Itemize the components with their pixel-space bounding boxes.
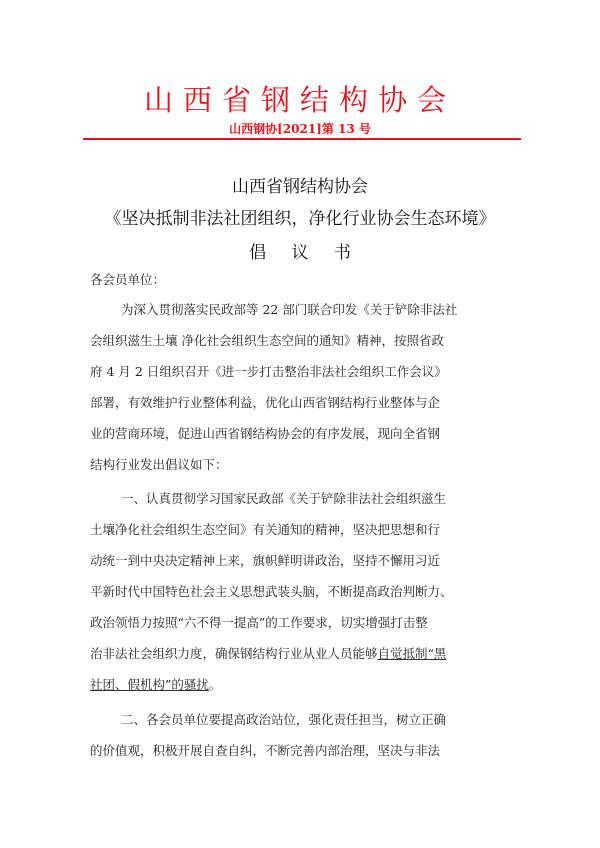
title-line-3: 倡 议 书 xyxy=(249,243,361,263)
underlined-text: 自觉抵制“黑 xyxy=(377,646,447,661)
underlined-text: 社团、假机构”的骚扰 xyxy=(90,677,209,692)
paragraph-line: 府 4 月 2 日组织召开《进一步打击整治非法社会组织工作会议》 xyxy=(90,364,447,379)
org-letterhead-title: 山西省钢结构协会 xyxy=(143,83,456,117)
paragraph-line: 政治领悟力按照“六不得一提高”的工作要求，切实增强打击整 xyxy=(90,615,428,630)
paragraph-line: 为深入贯彻落实民政部等 22 部门联合印发《关于铲除非法社 xyxy=(121,302,458,317)
paragraph-line: 动统一到中央决定精神上来，旗帜鲜明讲政治，坚持不懈用习近 xyxy=(90,553,441,568)
salutation: 各会员单位： xyxy=(90,272,166,287)
paragraph-line: 一、认真贯彻学习国家民政部《关于铲除非法社会组织滋生 xyxy=(121,491,447,506)
letterhead-divider xyxy=(83,138,521,140)
title-line-1: 山西省钢结构协会 xyxy=(232,177,368,197)
title-line-2: 《坚决抵制非法社团组织，净化行业协会生态环境》 xyxy=(104,209,496,229)
paragraph-line xyxy=(90,644,446,662)
paragraph-line: 土壤净化社会组织生态空间》有关通知的精神，坚决把思想和行 xyxy=(90,522,441,537)
paragraph-line: 会组织滋生土壤 净化社会组织生态空间的通知》精神，按照省政 xyxy=(90,333,444,348)
document-number: 山西钢协[2021]第 13 号 xyxy=(229,122,371,136)
paragraph-line xyxy=(90,675,221,693)
paragraph-line: 业的营商环境，促进山西省钢结构协会的有序发展，现向全省钢 xyxy=(90,426,441,441)
paragraph-line: 的价值观，积极开展自查自纠，不断完善内部治理，坚决与非法 xyxy=(90,743,441,758)
paragraph-text: 。 xyxy=(208,677,222,692)
paragraph-line: 二、各会员单位要提高政治站位，强化责任担当，树立正确 xyxy=(121,712,447,727)
paragraph-text: 治非法社会组织力度，确保钢结构行业从业人员能够 xyxy=(90,646,378,661)
paragraph-line: 结构行业发出倡议如下： xyxy=(90,457,228,472)
paragraph-line: 部署，有效维护行业整体利益，优化山西省钢结构行业整体与企 xyxy=(90,395,441,410)
paragraph-line: 平新时代中国特色社会主义思想武装头脑，不断提高政治判断力、 xyxy=(90,584,453,599)
